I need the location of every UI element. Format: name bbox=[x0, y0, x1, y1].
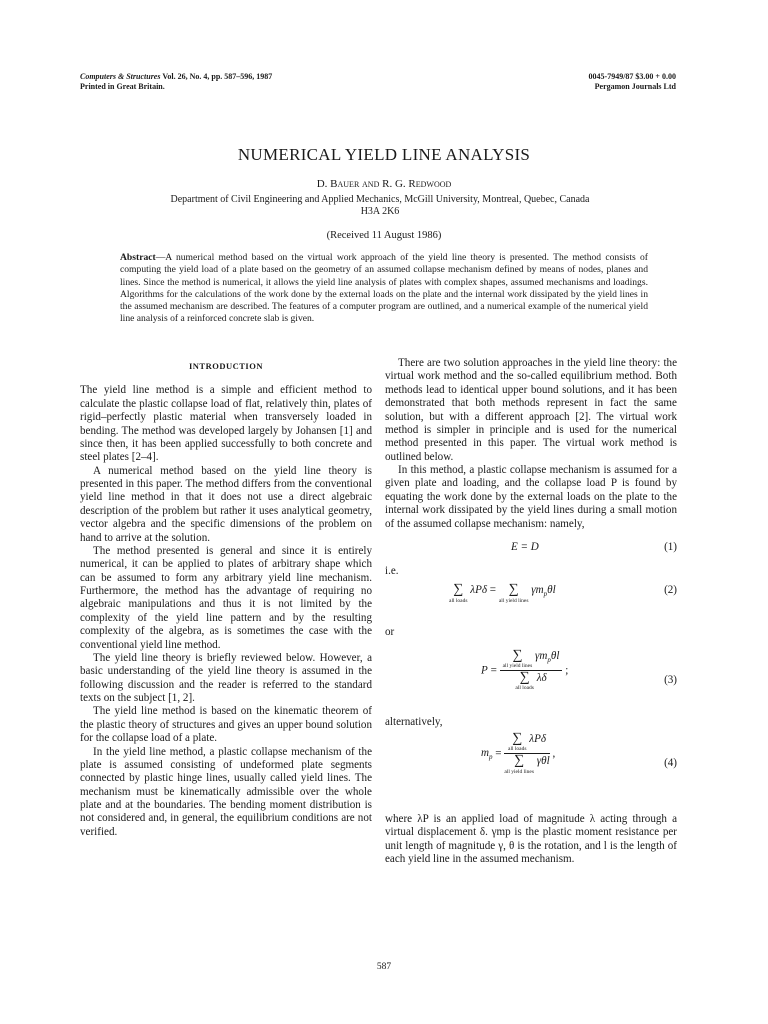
received-date: (Received 11 August 1986) bbox=[326, 230, 442, 241]
issn-price: 0045-7949/87 $3.00 + 0.00 bbox=[588, 72, 676, 81]
paper-title: NUMERICAL YIELD LINE ANALYSIS bbox=[237, 145, 531, 164]
equation-3 bbox=[385, 647, 677, 716]
or-text: or bbox=[385, 626, 395, 639]
page-number: 587 bbox=[376, 962, 392, 972]
paragraph: In this method, a plastic collapse mechanism is assumed for a given plate and loading, and the collapse load P is found by equating the work done by the external loads on the plate to the internal work dissipated by the yield lines during a small motion of the assumed collapse mechanism: namely, bbox=[385, 464, 677, 530]
equation-number: (3) bbox=[664, 673, 677, 686]
equation-4-body: $m_p$ = ∑ all loads λPδ ∑ all yield lines γθl , bbox=[481, 731, 556, 775]
volume-info: Vol. 26, No. 4, pp. 587–596, 1987 bbox=[162, 72, 273, 81]
equation-2 bbox=[385, 582, 677, 626]
equation-1 bbox=[385, 539, 677, 565]
fraction: ∑ all yield lines $\gamma m_p\theta l$ ∑ all loads λδ bbox=[500, 650, 563, 692]
paragraph: In the yield line method, a plastic collapse mechanism of the plate is assumed consisting of undeformed plate segments connected by plastic hinge lines, usually called yield lines. The mechanism must be kinematically admissible over the whole plate and at the boundaries. The bending moment distribution is not considered and, in general, the equilibrium conditions are not verified. bbox=[80, 745, 372, 838]
paragraph: The yield line method is based on the kinematic theorem of the plastic theory of structures and gives an upper bound solution for the collapse load of a plate. bbox=[80, 705, 372, 745]
publisher-name: Pergamon Journals Ltd bbox=[594, 82, 676, 91]
equation-1-body: E = D bbox=[511, 540, 539, 553]
paragraph: The method presented is general and since it is entirely numerical, it can be applied to plates of arbitrary shape which can be assumed to form any arbitrary yield line mechanism. Furthermore, the method has the advantage of requiring no algebraic manipulations and thus it is not limited by the complexity of the yield line pattern and by the resulting complexity of the algebra, as is sometimes the case with the conventional yield line method. bbox=[80, 544, 372, 651]
publisher-info bbox=[589, 72, 676, 92]
equation-2-body: ∑ all loads λPδ = ∑ all yield lines $\gamma m_p\theta l$ bbox=[449, 582, 556, 604]
paper-authors: D. Bauer and R. G. Redwood bbox=[316, 178, 452, 190]
equation-number: (1) bbox=[664, 540, 677, 553]
left-column bbox=[80, 360, 372, 839]
section-heading-introduction: INTRODUCTION bbox=[188, 361, 263, 371]
abstract bbox=[120, 252, 648, 326]
paragraph: The yield line method is a simple and efficient method to calculate the plastic collapse load of flat, relatively thin, plates of rigid–perfectly plastic material when transversely loaded in bending. The method was developed largely by Johansen [1] and since then, it has been applied successfully to both concrete and steel plates [2–4]. bbox=[80, 384, 372, 464]
equation-number: (4) bbox=[664, 757, 677, 769]
journal-citation bbox=[80, 72, 272, 92]
paragraph: There are two solution approaches in the yield line theory: the virtual work method and the so-called equilibrium method. Both methods lead to identical upper bound solutions, and it has been demonstrated that both methods represent in fact the same solution, but with a different approach [2]. The virtual work method is simpler in principle and is used for the numerical method presented in this paper. The virtual work method is outlined below. bbox=[385, 357, 677, 463]
ie-text: i.e. bbox=[385, 564, 399, 577]
equation-4 bbox=[385, 733, 677, 813]
printed-location: Printed in Great Britain. bbox=[80, 82, 165, 91]
abstract-text: —A numerical method based on the virtual work approach of the yield line theory is presented. The method consists of computing the yield load of a plate based on the geometry of an assumed collapse mechanism defined by means of nodes, planes and lines. Since the method is numerical, it allows the yield line analysis of plates with complex shapes, assumed mechanisms and loadings. Algorithms for the calculations of the work done by the external loads on the plate and the internal work dissipated by the yield lines in the assumed mechanism are described. The features of a computer program are outlined, and a numerical example of the numerical yield line analysis of a reinforced concrete slab is given. bbox=[120, 252, 648, 325]
alternatively-text: alternatively, bbox=[385, 715, 443, 728]
abstract-label: Abstract bbox=[120, 252, 156, 263]
author-affiliation: Department of Civil Engineering and Applied Mechanics, McGill University, Montreal, Quebec, Canada H3A 2K6 bbox=[170, 194, 590, 217]
right-column bbox=[385, 357, 677, 867]
paragraph: A numerical method based on the yield line theory is presented in this paper. The method differs from the conventional yield line method in that it does not use a direct algebraic description of the problem but rather it uses analytical geometry, vector algebra and the specific dimensions of the problem on hand to arrive at the solution. bbox=[80, 464, 372, 544]
paragraph: The yield line theory is briefly reviewed below. However, a basic understanding of the yield line theory is assumed in the following discussion and the reader is referred to the standard texts on the subject [1, 2]. bbox=[80, 651, 372, 704]
journal-name: Computers & Structures bbox=[80, 72, 161, 81]
sum-all-loads: ∑ all loads bbox=[449, 582, 468, 604]
sum-all-yield-lines: ∑ all yield lines bbox=[498, 582, 529, 604]
fraction: ∑ all loads λPδ ∑ all yield lines γθl bbox=[504, 731, 550, 775]
equation-number: (2) bbox=[664, 584, 677, 597]
equation-3-body: P = ∑ all yield lines $\gamma m_p\theta l$ ∑ all loads λδ ; bbox=[481, 647, 569, 692]
paragraph: where λP is an applied load of magnitude λ acting through a virtual displacement δ. γmp is the plastic moment resistance per unit length of magnitude γ, θ is the rotation, and l is the length of each yield line in the assumed mechanism. bbox=[385, 813, 677, 866]
